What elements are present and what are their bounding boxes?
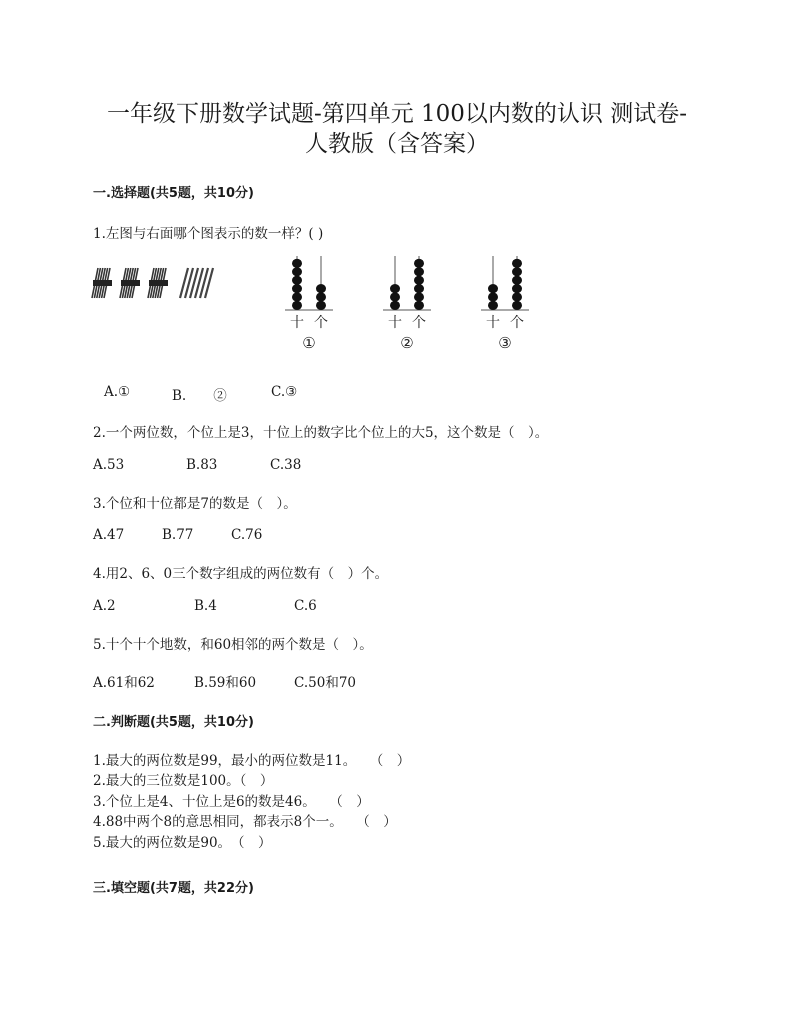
abacus-bead xyxy=(512,267,522,276)
judge-item-1: 1.最大的两位数是99，最小的两位数是11。 （ ） xyxy=(93,753,411,769)
question-5-option-b[interactable]: B.59和60 xyxy=(194,675,257,691)
abacus-bead xyxy=(292,267,302,276)
abacus-bead xyxy=(414,284,424,293)
question-1-option-c[interactable]: C.③ xyxy=(271,384,298,400)
abacus-bead xyxy=(292,259,302,268)
abacus-number: ② xyxy=(400,334,414,352)
abacus-bead xyxy=(512,276,522,285)
question-1-option-a[interactable]: A.① xyxy=(104,384,131,400)
section-fill-heading: 三.填空题(共7题，共22分) xyxy=(93,881,254,896)
abacus-bead xyxy=(488,284,498,293)
abacus-bead xyxy=(414,259,424,268)
abacus-bead xyxy=(292,292,302,301)
abacus-bead xyxy=(316,284,326,293)
judge-item-2: 2.最大的三位数是100。（ ） xyxy=(93,773,274,789)
question-5-option-c[interactable]: C.50和70 xyxy=(294,675,356,691)
question-2-option-b[interactable]: B.83 xyxy=(186,457,218,473)
question-3: 3.个位和十位都是7的数是（ ）。 xyxy=(93,496,297,512)
question-1-option-b[interactable]: B. ② xyxy=(172,388,227,404)
abacus-3 xyxy=(481,256,529,352)
question-1: 1.左图与右面哪个图表示的数一样？( ) xyxy=(93,226,324,242)
abacus-bead xyxy=(512,259,522,268)
judge-item-5: 5.最大的两位数是90。 （ ） xyxy=(93,835,272,851)
question-2: 2.一个两位数，个位上是3，十位上的数字比个位上的大5，这个数是（ ）。 xyxy=(93,425,549,441)
abacus-bead xyxy=(512,292,522,301)
stick-bundle xyxy=(92,268,112,298)
abacus-1 xyxy=(285,256,333,352)
judge-item-3: 3.个位上是4、十位上是6的数是46。 （ ） xyxy=(93,794,370,810)
abacus-label: 个 xyxy=(510,315,524,331)
section-choice-heading: 一.选择题(共5题，共10分) xyxy=(93,186,254,201)
single-sticks xyxy=(180,268,213,298)
question-2-option-a[interactable]: A.53 xyxy=(93,457,125,473)
abacus-bead xyxy=(488,301,498,310)
judge-item-4: 4.88中两个8的意思相同，都表示8个一。 （ ） xyxy=(93,814,397,830)
question-1-figure xyxy=(88,252,548,362)
section-judge-heading: 二.判断题(共5题，共10分) xyxy=(93,715,254,730)
abacus-bead xyxy=(512,301,522,310)
abacus-bead xyxy=(414,301,424,310)
page-subtitle: 人教版（含答案） xyxy=(305,131,489,157)
abacus-bead xyxy=(512,284,522,293)
abacus-bead xyxy=(414,276,424,285)
abacus-bead xyxy=(390,284,400,293)
question-2-option-c[interactable]: C.38 xyxy=(270,457,302,473)
stick-bundle xyxy=(148,268,168,298)
abacus-bead xyxy=(488,292,498,301)
abacus-bead xyxy=(390,301,400,310)
question-5: 5.十个十个地数，和60相邻的两个数是（ ）。 xyxy=(93,637,373,653)
abacus-label: 十 xyxy=(486,315,500,331)
abacus-bead xyxy=(292,284,302,293)
question-3-option-c[interactable]: C.76 xyxy=(231,527,263,543)
abacus-bead xyxy=(316,292,326,301)
abacus-bead xyxy=(316,301,326,310)
question-3-option-b[interactable]: B.77 xyxy=(162,527,194,543)
abacus-label: 十 xyxy=(388,315,402,331)
question-3-option-a[interactable]: A.47 xyxy=(93,527,125,543)
question-4-option-b[interactable]: B.4 xyxy=(194,598,217,614)
abacus-2 xyxy=(383,256,431,352)
question-4: 4.用2、6、0三个数字组成的两位数有（ ）个。 xyxy=(93,566,389,582)
abacus-bead xyxy=(292,276,302,285)
abacus-bead xyxy=(414,267,424,276)
abacus-label: 个 xyxy=(314,315,328,331)
abacus-label: 个 xyxy=(412,315,426,331)
stick-bundle xyxy=(120,268,140,298)
abacus-number: ① xyxy=(302,334,316,352)
abacus-bead xyxy=(390,292,400,301)
counting-sticks xyxy=(92,268,213,298)
page-title: 一年级下册数学试题-第四单元 100以内数的认识 测试卷- xyxy=(106,101,688,127)
question-4-option-a[interactable]: A.2 xyxy=(93,598,116,614)
question-5-option-a[interactable]: A.61和62 xyxy=(93,675,155,691)
abacus-number: ③ xyxy=(498,334,512,352)
abaci xyxy=(285,256,529,352)
abacus-bead xyxy=(292,301,302,310)
question-4-option-c[interactable]: C.6 xyxy=(294,598,317,614)
abacus-bead xyxy=(414,292,424,301)
abacus-label: 十 xyxy=(290,315,304,331)
